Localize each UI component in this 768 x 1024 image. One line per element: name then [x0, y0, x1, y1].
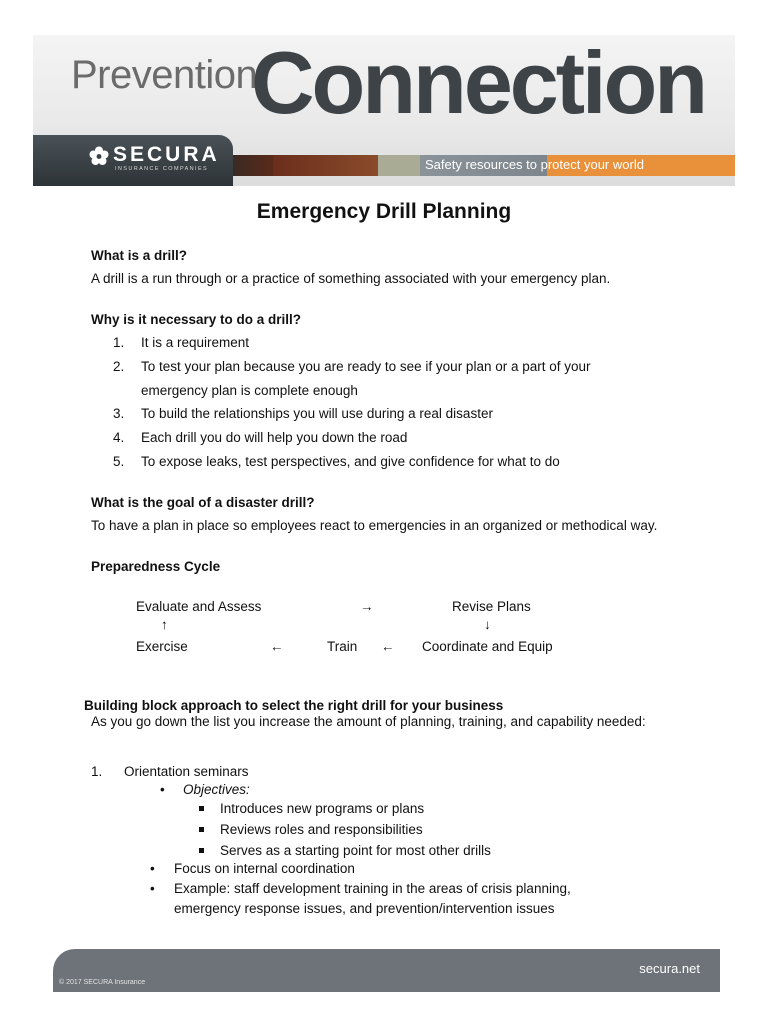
list-number: 2. — [113, 359, 125, 374]
banner-prevention-text: Prevention — [71, 53, 258, 97]
list-item-text: To expose leaks, test perspectives, and give confidence for what to do — [141, 454, 560, 469]
building-block-heading: Building block approach to select the right drill for your business — [84, 698, 504, 713]
footer-url: secura.net — [639, 961, 700, 976]
list-item-text: To test your plan because you are ready to see if your plan or a part of your — [141, 359, 591, 374]
cycle-heading: Preparedness Cycle — [91, 559, 221, 574]
what-is-drill-heading: What is a drill? — [91, 248, 188, 263]
cycle-arrow-down: ↓ — [484, 617, 491, 632]
objective-3: Serves as a starting point for most other drills — [220, 843, 491, 858]
list-number: 3. — [113, 406, 125, 421]
page-footer — [53, 949, 720, 992]
objective-1: Introduces new programs or plans — [220, 801, 425, 816]
list-item-text: emergency plan is complete enough — [141, 383, 358, 398]
focus-bullet-text: Focus on internal coordination — [174, 861, 355, 876]
list-number: 5. — [113, 454, 125, 469]
goal-heading: What is the goal of a disaster drill? — [91, 495, 315, 510]
list-item-text: To build the relationships you will use during a real disaster — [141, 406, 493, 421]
secura-logo-block — [33, 135, 233, 186]
bullet-dot: • — [150, 861, 155, 876]
building-block-text: As you go down the list you increase the amount of planning, training, and capability needed: — [91, 714, 646, 729]
cycle-arrow-right: → — [360, 599, 374, 614]
why-item-4 — [113, 430, 407, 445]
cycle-arrow-up: ↑ — [161, 617, 168, 632]
square-bullet — [199, 827, 204, 832]
why-item-2-cont — [113, 383, 358, 398]
secura-flower-icon — [89, 146, 109, 166]
why-drill-heading: Why is it necessary to do a drill? — [91, 312, 302, 327]
why-item-5 — [113, 454, 560, 469]
why-item-3 — [113, 406, 493, 421]
secura-logo-text: SECURA — [113, 143, 220, 166]
cycle-exercise: Exercise — [136, 639, 188, 654]
bullet-dot: • — [150, 881, 155, 896]
cycle-evaluate: Evaluate and Assess — [136, 599, 262, 614]
why-item-2 — [113, 359, 591, 374]
cycle-arrow-left-1: ← — [270, 639, 284, 654]
cycle-coordinate: Coordinate and Equip — [422, 639, 553, 654]
example-bullet-line1: Example: staff development training in the areas of crisis planning, — [174, 881, 571, 896]
secura-logo-subtext: INSURANCE COMPANIES — [115, 166, 209, 172]
footer-copyright: © 2017 SECURA Insurance — [59, 979, 146, 986]
list-item-text: Each drill you do will help you down the road — [141, 430, 408, 445]
square-bullet — [199, 806, 204, 811]
list-number: 1. — [113, 335, 125, 350]
orientation-item: Orientation seminars — [124, 764, 249, 779]
bullet-dot: • — [160, 782, 165, 797]
square-bullet — [199, 848, 204, 853]
objectives-label: Objectives: — [183, 782, 250, 797]
banner-tagline: Safety resources to protect your world — [425, 157, 644, 172]
goal-text: To have a plan in place so employees react to emergencies in an organized or methodical way. — [91, 518, 658, 533]
cycle-revise: Revise Plans — [452, 599, 531, 614]
list-item-text: It is a requirement — [141, 335, 250, 350]
page-title: Emergency Drill Planning — [256, 200, 512, 223]
header-banner — [33, 35, 735, 186]
objective-2: Reviews roles and responsibilities — [220, 822, 423, 837]
example-bullet-line2: emergency response issues, and prevention/intervention issues — [174, 901, 555, 916]
why-item-1 — [113, 335, 249, 350]
banner-connection-text: Connection — [251, 35, 705, 132]
cycle-train: Train — [327, 639, 358, 654]
what-is-drill-text: A drill is a run through or a practice of something associated with your emergency plan. — [91, 271, 611, 286]
cycle-arrow-left-2: ← — [381, 639, 395, 654]
orientation-number: 1. — [91, 764, 103, 779]
list-number: 4. — [113, 430, 125, 445]
